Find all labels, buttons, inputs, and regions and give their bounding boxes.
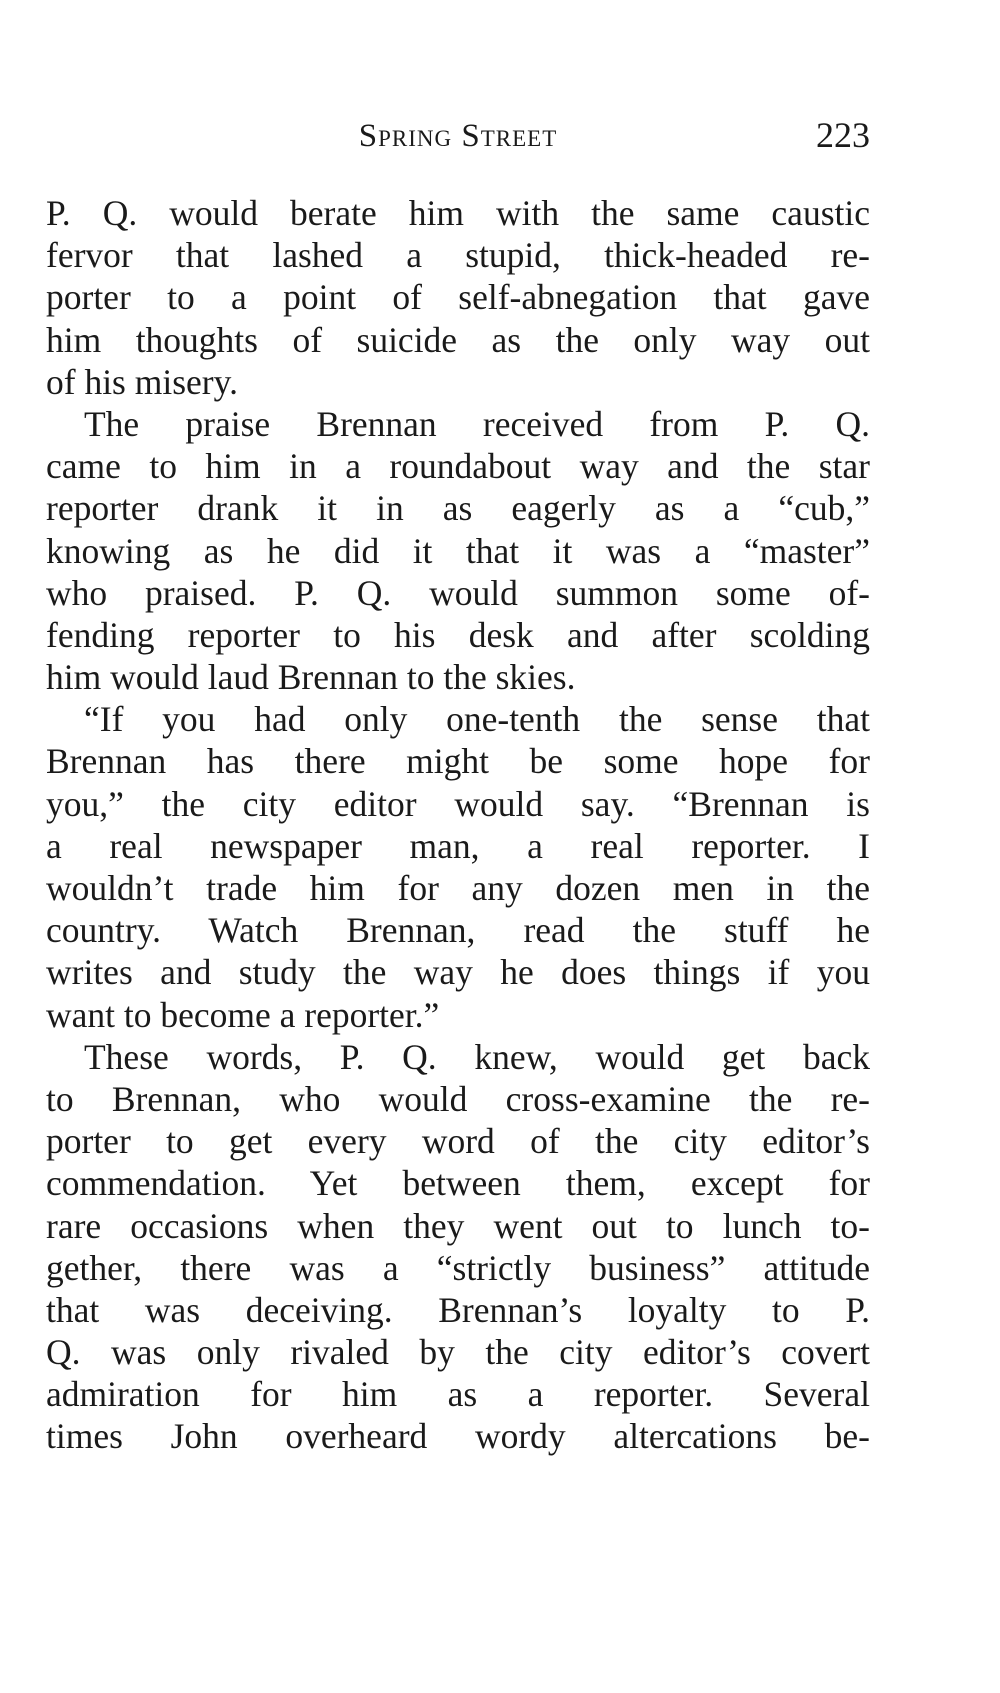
text-line: knowing as he did it that it was a “master”	[46, 530, 870, 571]
text-line: writes and study the way he does things if you	[46, 952, 870, 993]
text-line: came to him in a roundabout way and the star	[46, 446, 870, 487]
text-line: him thoughts of suicide as the only way out	[46, 319, 870, 360]
text-line: porter to get every word of the city editor’s	[46, 1121, 870, 1162]
text-line: “If you had only one-tenth the sense that	[84, 699, 870, 740]
text-line: a real newspaper man, a real reporter. I	[46, 825, 870, 866]
text-line: These words, P. Q. knew, would get back	[84, 1036, 870, 1077]
text-line: want to become a reporter.”	[46, 994, 440, 1035]
text-line: fervor that lashed a stupid, thick-headed re-	[46, 235, 870, 276]
running-head: Spring Street	[358, 118, 558, 154]
text-line: of his misery.	[46, 361, 238, 402]
text-line: who praised. P. Q. would summon some of-	[46, 572, 870, 613]
text-line: wouldn’t trade him for any dozen men in the	[46, 868, 870, 908]
text-line: times John overheard wordy altercations be-	[46, 1416, 870, 1457]
text-line: gether, there was a “strictly business” attitude	[46, 1247, 870, 1288]
text-line: rare occasions when they went out to lunch to-	[46, 1205, 870, 1246]
text-line: commendation. Yet between them, except for	[46, 1163, 870, 1204]
text-line: fending reporter to his desk and after scolding	[46, 614, 870, 655]
text-line: P. Q. would berate him with the same caustic	[46, 193, 870, 233]
text-line: to Brennan, who would cross-examine the re-	[46, 1078, 870, 1119]
text-line: you,” the city editor would say. “Brennan is	[46, 783, 870, 824]
page-header	[46, 115, 870, 178]
text-line: admiration for him as a reporter. Several	[46, 1374, 870, 1415]
text-line: Q. was only rivaled by the city editor’s covert	[46, 1332, 870, 1373]
page-number: 223	[816, 115, 870, 155]
text-line: him would laud Brennan to the skies.	[46, 657, 576, 698]
text-line: Brennan has there might be some hope for	[46, 741, 870, 782]
text-line: porter to a point of self-abnegation that gave	[46, 277, 870, 318]
text-line: reporter drank it in as eagerly as a “cub,”	[46, 488, 870, 529]
text-line: The praise Brennan received from P. Q.	[84, 403, 870, 444]
text-line: that was deceiving. Brennan’s loyalty to P.	[46, 1289, 870, 1330]
body-text	[46, 192, 870, 1458]
text-line: country. Watch Brennan, read the stuff he	[46, 910, 870, 951]
